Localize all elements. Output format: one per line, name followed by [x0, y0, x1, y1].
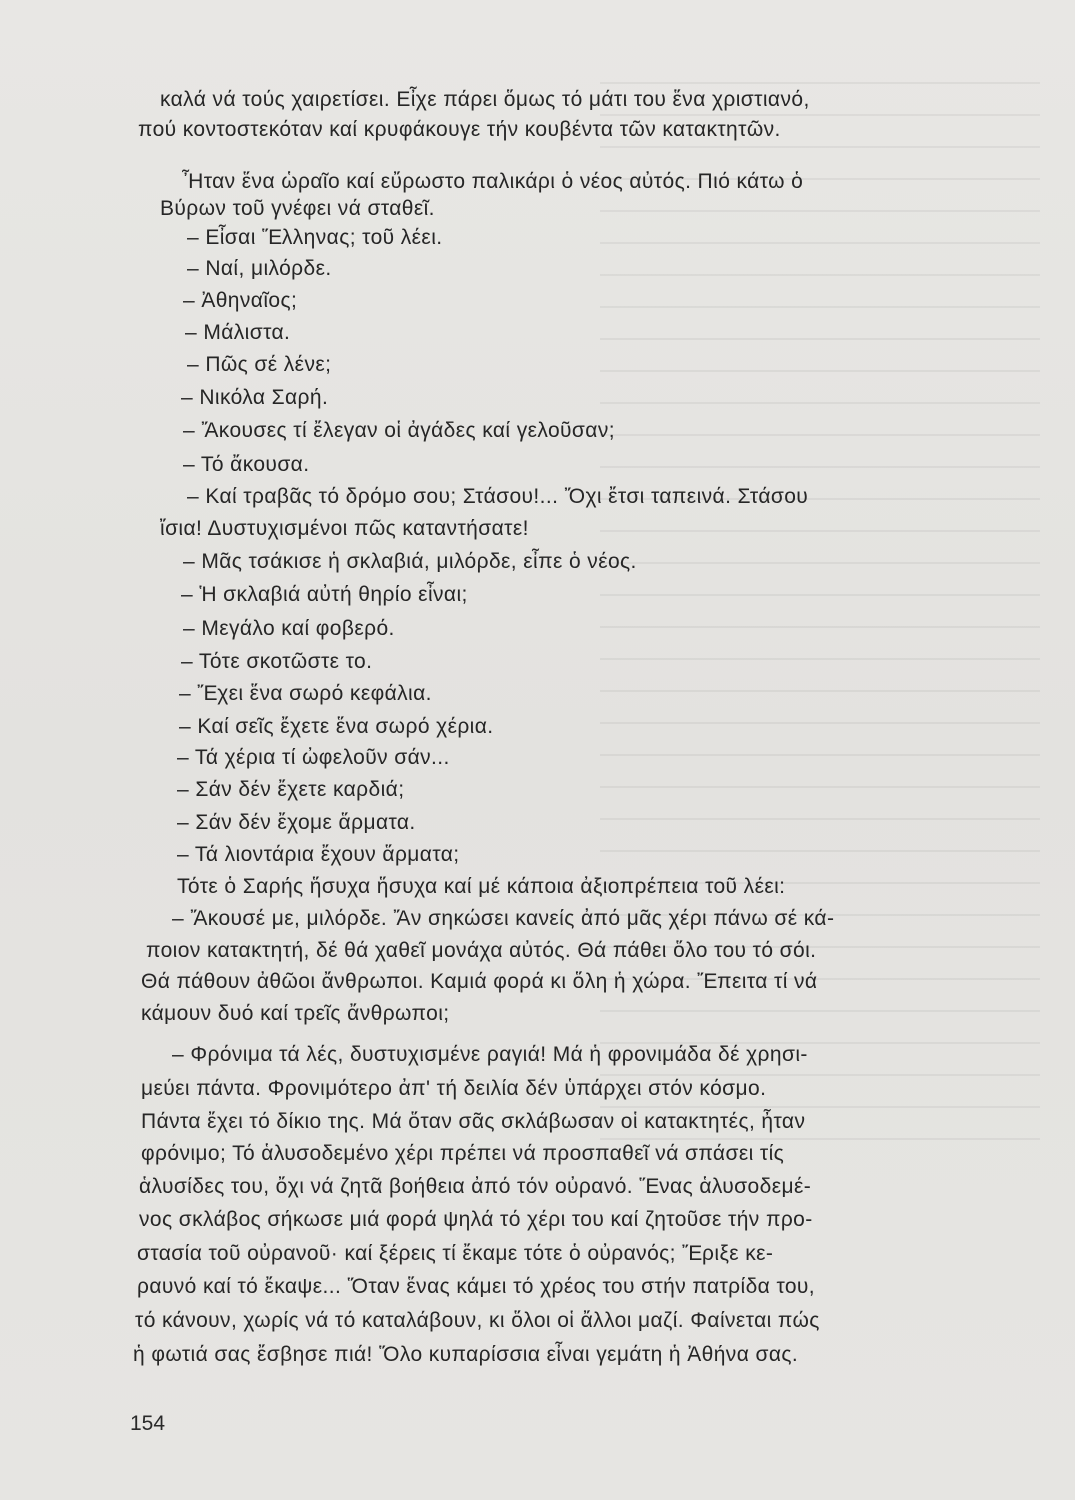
text-line: – Σάν δέν ἔχομε ἅρματα. [177, 811, 416, 834]
text-line: ἴσια! Δυστυχισμένοι πῶς καταντήσατε! [160, 517, 529, 540]
text-line: καλά νά τούς χαιρετίσει. Εἶχε πάρει ὅμως τό μάτι του ἕνα χριστιανό, [160, 88, 810, 111]
text-line: – Τά λιοντάρια ἔχουν ἅρματα; [177, 843, 460, 866]
text-line: – Ἄκουσες τί ἔλεγαν οἱ ἀγάδες καί γελοῦσαν; [183, 419, 615, 442]
text-line: ἡ φωτιά σας ἔσβησε πιά! Ὅλο κυπαρίσσια εἶναι γεμάτη ἡ Ἀθήνα σας. [133, 1343, 799, 1366]
text-line: – Καί τραβᾶς τό δρόμο σου; Στάσου!... Ὄχι ἔτσι ταπεινά. Στάσου [187, 485, 809, 508]
text-line: – Ἀθηναῖος; [183, 289, 298, 312]
text-line: – Ἔχει ἕνα σωρό κεφάλια. [179, 682, 432, 705]
text-line: – Μᾶς τσάκισε ἡ σκλαβιά, μιλόρδε, εἶπε ὁ νέος. [183, 550, 637, 573]
text-line: τό κάνουν, χωρίς νά τό καταλάβουν, κι ὅλοι οἱ ἄλλοι μαζί. Φαίνεται πώς [135, 1309, 820, 1332]
text-line: μεύει πάντα. Φρονιμότερο ἀπ' τή δειλία δέν ὑπάρχει στόν κόσμο. [141, 1077, 767, 1100]
text-line: Ἦταν ἕνα ὡραῖο καί εὔρωστο παλικάρι ὁ νέος αὐτός. Πιό κάτω ὁ [182, 170, 804, 193]
text-line: στασία τοῦ οὐρανοῦ· καί ξέρεις τί ἔκαμε τότε ὁ οὐρανός; Ἔριξε κε- [137, 1242, 774, 1265]
text-line: – Καί σεῖς ἔχετε ἕνα σωρό χέρια. [179, 715, 494, 738]
text-line: – Τότε σκοτῶστε το. [181, 650, 373, 673]
text-line: Θά πάθουν ἀθῶοι ἄνθρωποι. Καμιά φορά κι ὅλη ἡ χώρα. Ἔπειτα τί νά [141, 970, 818, 993]
page-number: 154 [130, 1412, 166, 1435]
text-line: – Ἡ σκλαβιά αὐτή θηρίο εἶναι; [181, 583, 468, 606]
text-line: φρόνιμο; Τό ἁλυσοδεμένο χέρι πρέπει νά προσπαθεῖ νά σπάσει τίς [141, 1142, 785, 1165]
text-line: – Μεγάλο καί φοβερό. [183, 617, 395, 640]
text-line: Βύρων τοῦ γνέφει νά σταθεῖ. [160, 197, 435, 220]
text-line: – Πῶς σέ λένε; [187, 353, 332, 376]
text-line: ποιον κατακτητή, δέ θά χαθεῖ μονάχα αὐτός. Θά πάθει ὅλο του τό σόι. [146, 939, 817, 962]
text-line: κάμουν δυό καί τρεῖς ἄνθρωποι; [141, 1002, 450, 1025]
text-line: – Ἄκουσέ με, μιλόρδε. Ἄν σηκώσει κανείς ἀπό μᾶς χέρι πάνω σέ κά- [172, 907, 835, 930]
text-line: πού κοντοστεκόταν καί κρυφάκουγε τήν κουβέντα τῶν κατακτητῶν. [138, 118, 781, 141]
text-line: – Τά χέρια τί ὠφελοῦν σάν... [177, 746, 450, 769]
text-line: Τότε ὁ Σαρής ἥσυχα ἥσυχα καί μέ κάποια ἀξιοπρέπεια τοῦ λέει: [177, 875, 786, 898]
text-line: – Νικόλα Σαρή. [181, 386, 329, 409]
text-line: ραυνό καί τό ἔκαψε... Ὅταν ἕνας κάμει τό χρέος του στήν πατρίδα του, [137, 1275, 816, 1298]
text-line: ἁλυσίδες του, ὄχι νά ζητᾶ βοήθεια ἀπό τόν οὐρανό. Ἕνας ἁλυσοδεμέ- [139, 1175, 812, 1198]
text-line: – Ναί, μιλόρδε. [187, 257, 332, 280]
text-line: – Τό ἄκουσα. [183, 453, 310, 476]
text-line: Πάντα ἔχει τό δίκιο της. Μά ὅταν σᾶς σκλάβωσαν οἱ κατακτητές, ἦταν [141, 1110, 806, 1133]
text-line: – Σάν δέν ἔχετε καρδιά; [177, 778, 405, 801]
text-line: – Φρόνιμα τά λές, δυστυχισμένε ραγιά! Μά ἡ φρονιμάδα δέ χρησι- [172, 1043, 808, 1066]
text-line: – Εἶσαι Ἕλληνας; τοῦ λέει. [187, 226, 443, 249]
text-line: νος σκλάβος σήκωσε μιά φορά ψηλά τό χέρι του καί ζητοῦσε τήν προ- [139, 1208, 813, 1231]
text-line: – Μάλιστα. [185, 321, 291, 344]
